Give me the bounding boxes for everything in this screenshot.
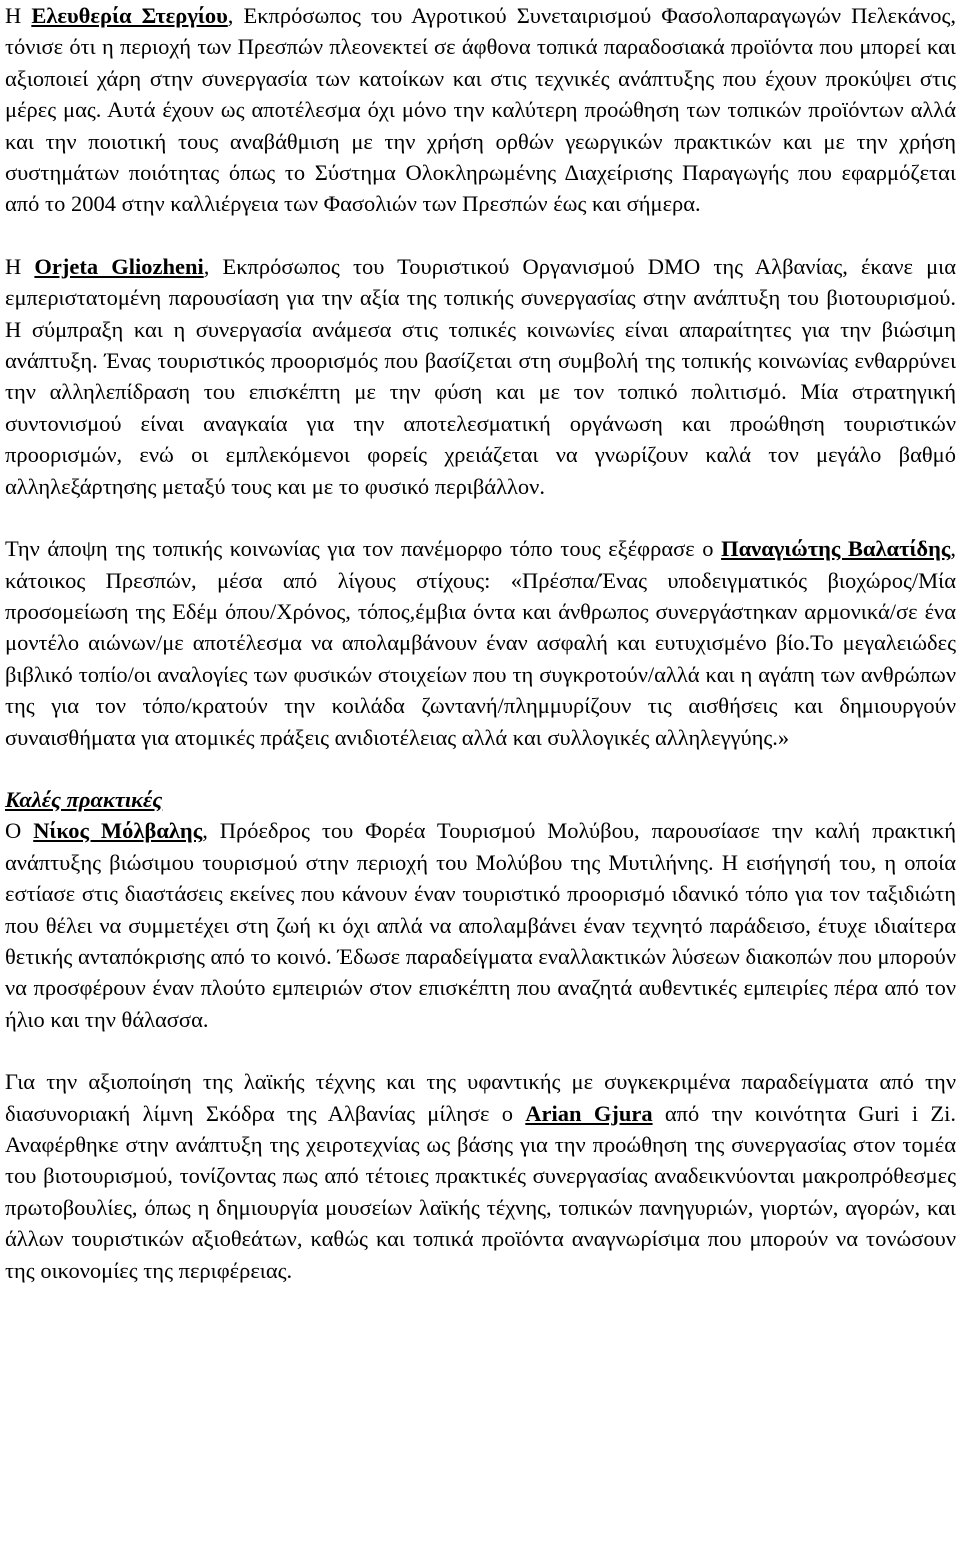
- paragraph-valatidis: [5, 533, 956, 753]
- section-heading: Καλές πρακτικές: [5, 786, 163, 812]
- paragraph-molvalis: [5, 815, 956, 1035]
- paragraph-body: , Εκπρόσωπος του Τουριστικού Οργανισμού DMO της Αλβανίας, έκανε μια εμπεριστατομένη παρουσίαση για την αξία της τοπικής συνεργασίας στην ανάπτυξη του βιοτουρισμού. Η σύμπραξη και η συνεργασία ανάμεσα στις τοπικές κοινωνίες είναι απαραίτητες για την βιώσιμη ανάπτυξη. Ένας τουριστικός προορισμός που βασίζεται στη συμβολή της τοπικής κοινωνίας ενθαρρύνει την αλληλεπίδραση του επισκέπτη με την φύση και με τον τοπικό πολιτισμό. Μία στρατηγική συντονισμού είναι αναγκαία για την αποτελεσματική οργάνωση και προώθηση τουριστικών προορισμών, ενώ οι εμπλεκόμενοι φορείς χρειάζεται να γνωρίζουν καλά τον μεγάλο βαθμό αλληλεξάρτησης μεταξύ τους και με το φυσικό περιβάλλον.: [5, 253, 957, 499]
- paragraph-stergiou: [5, 0, 956, 220]
- speaker-name-gjura: Arian Gjura: [525, 1100, 653, 1126]
- paragraph-body: , κάτοικος Πρεσπών, μέσα από λίγους στίχους: «Πρέσπα/Ένας υποδειγματικός βιοχώρος/Μία προσομείωση της Εδέμ όπου/Χρόνος, τόπος,έμβια όντα και άνθρωπος συνεργάστηκαν αρμονικά/σε ένα μοντέλο αιώνων/με αποτέλεσμα να απολαμβάνουν έναν ασφαλή και ευτυχισμένο βίο.Το μεγαλειώδες βιβλικό τοπίο/οι αναλογίες των φυσικών στοιχείων που τη συγκροτούν/αλλά και η αγάπη των ανθρώπων της για τον τόπο/κρατούν την κοιλάδα ζωντανή/πλημμυρίζουν τις αισθήσεις και δημιουργούν συναισθήματα για ατομικές πράξεις ανιδιοτέλειας αλλά και συλλογικές αλληλεγγύης.»: [5, 536, 956, 750]
- paragraph-lead: Η: [5, 3, 32, 28]
- paragraph-body: από την κοινότητα Guri i Zi. Αναφέρθηκε στην ανάπτυξη της χειροτεχνίας ως βάσης για την προώθηση της συνεργασίας στον τομέα του βιοτουρισμού, τονίζοντας πως από τέτοιες πρακτικές συνεργασίας αναδεικνύονται μακροπρόθεσμες πρωτοβουλίες, όπως η δημιουργία μουσείων λαϊκής τέχνης, τοπικών πανηγυριών, γιορτών, αγορών, και άλλων τουριστικών αξιοθεάτων, καθώς και τοπικά προϊόντα αναγνωρίσιμα που μπορούν να τονώσουν της οικονομίες της περιφέρειας.: [5, 1100, 956, 1283]
- paragraph-lead: Η: [5, 253, 35, 279]
- paragraph-body: , Εκπρόσωπος του Αγροτικού Συνεταιρισμού Φασολοπαραγωγών Πελεκάνος, τόνισε ότι η περιοχή των Πρεσπών πλεονεκτεί σε άφθονα τοπικά παραδοσιακά προϊόντα που μπορεί και αξιοποιεί χάρη στην συνεργασία των κατοίκων και στις τεχνικές ανάπτυξης που έχουν προκύψει στις μέρες μας. Αυτά έχουν ως αποτέλεσμα όχι μόνο την καλύτερη προώθηση των τοπικών προϊόντων αλλά και την ποιοτική τους αναβάθμιση με την χρήση ορθών γεωργικών πρακτικών και με την χρήση συστημάτων ποιότητας όπως το Σύστημα Ολοκληρωμένης Διαχείρισης Παραγωγής που εφαρμόζεται από το 2004 στην καλλιέργεια των Φασολιών των Πρεσπών έως και σήμερα.: [5, 3, 957, 217]
- speaker-name-valatidis: Παναγιώτης Βαλατίδης: [721, 536, 951, 562]
- paragraph-lead: Ο: [5, 818, 34, 844]
- paragraph-lead: Την άποψη της τοπικής κοινωνίας για τον πανέμορφο τόπο τους εξέφρασε ο: [5, 536, 722, 562]
- speaker-name-gliozheni: Orjeta Gliozheni: [34, 253, 204, 279]
- paragraph-lead: Για την αξιοποίηση της λαϊκής τέχνης και της υφαντικής με συγκεκριμένα παραδείγματα από την διασυνοριακή λίμνη Σκόδρα της Αλβανίας μίλησε ο: [5, 1069, 956, 1126]
- speaker-name-molvalis: Νίκος Μόλβαλης: [33, 818, 203, 844]
- paragraph-gjura: [5, 1066, 956, 1286]
- paragraph-body: , Πρόεδρος του Φορέα Τουρισμού Μολύβου, παρουσίασε την καλή πρακτική ανάπτυξης βιώσιμου τουρισμού στην περιοχή του Μολύβου της Μυτιλήνης. Η εισήγησή του, η οποία εστίασε στις διαστάσεις εκείνες που κάνουν έναν τουριστικό προορισμό ιδανικό τόπο για τον ταξιδιώτη που θέλει να συμμετέχει στη ζωή κι όχι απλά να απολαμβάνει έναν τεχνητό παράδεισο, έτυχε ιδιαίτερα θετικής ανταπόκρισης από το κοινό. Έδωσε παραδείγματα εναλλακτικών λύσεων διακοπών που μπορούν να προσφέρουν έναν πλούτο εμπειριών στον επισκέπτη που αναζητά αυθεντικές εμπειρίες πέρα από τον ήλιο και την θάλασσα.: [5, 818, 956, 1032]
- paragraph-gliozheni: [5, 251, 956, 502]
- speaker-name-stergiou: Ελευθερία Στεργίου: [31, 3, 228, 28]
